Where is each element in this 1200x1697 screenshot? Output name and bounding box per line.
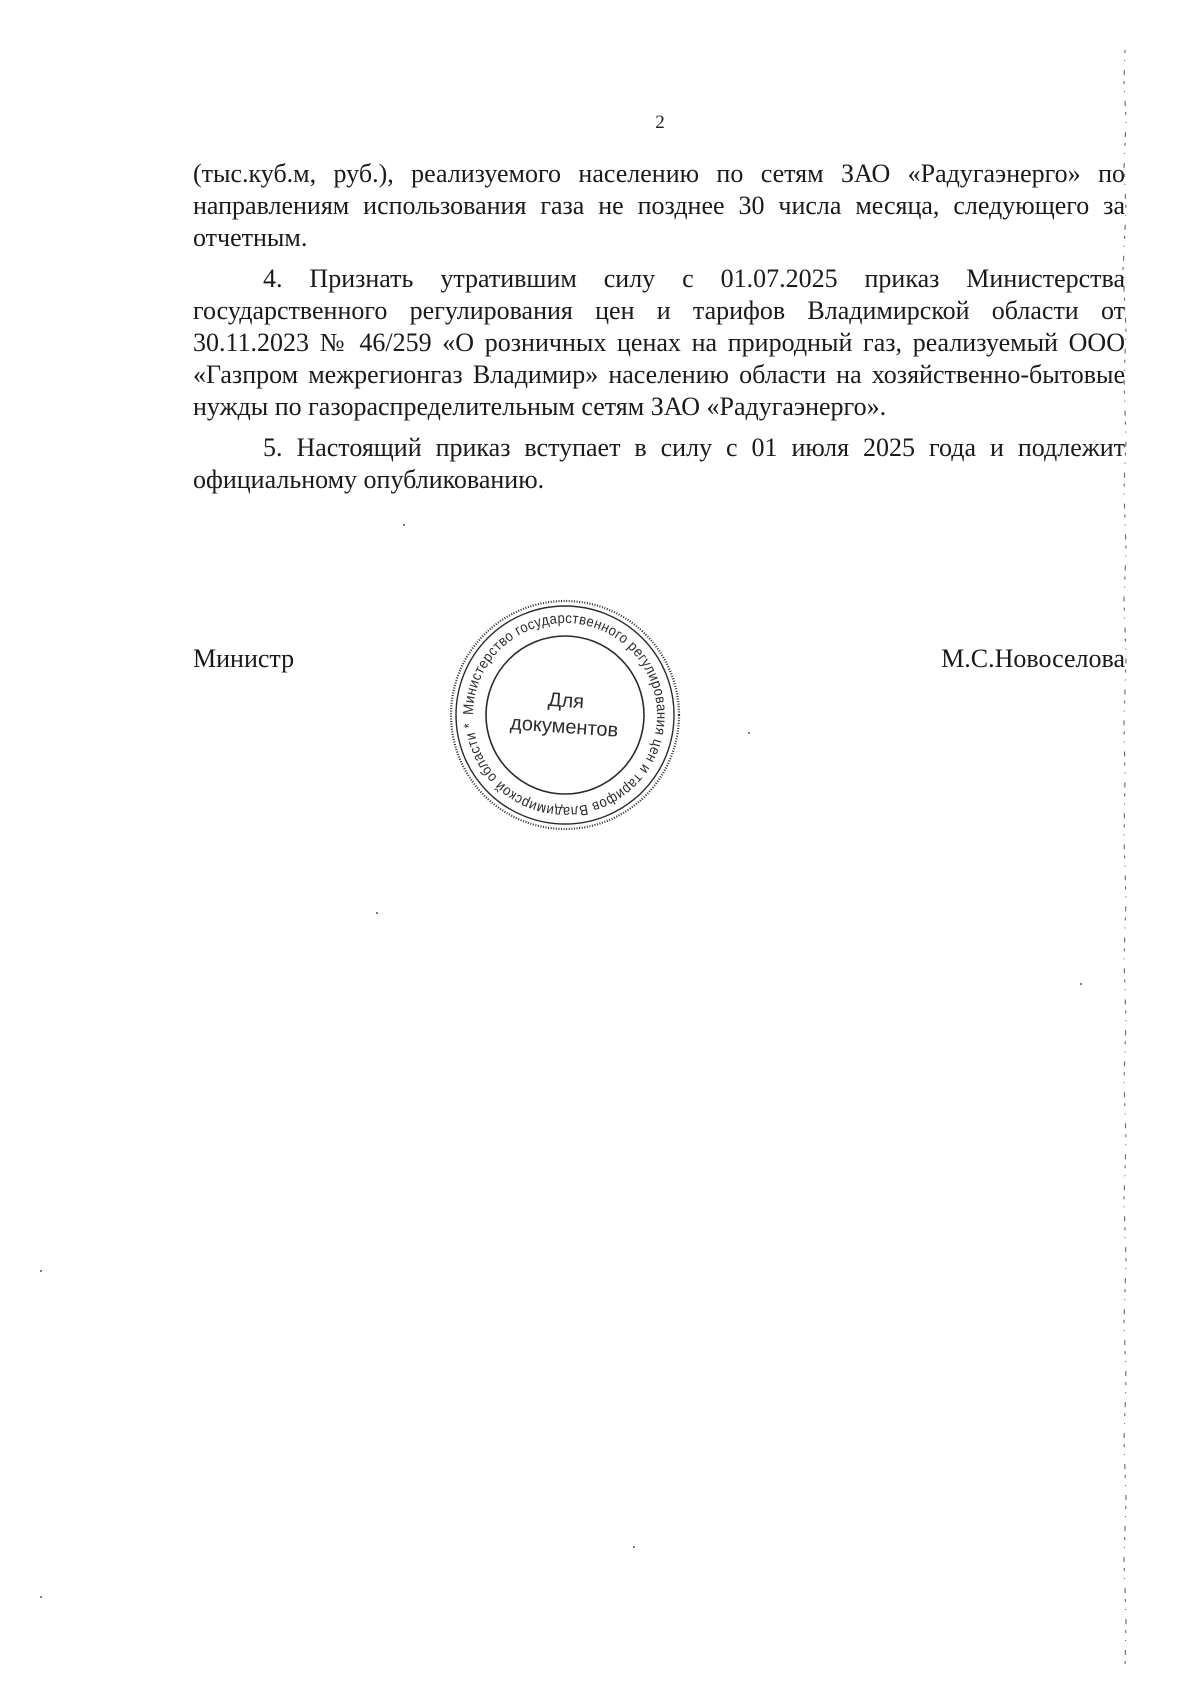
scan-speck bbox=[748, 732, 750, 734]
stamp-center-line-2: документов bbox=[509, 712, 619, 742]
scan-speck bbox=[403, 524, 405, 526]
stamp-inner-ring bbox=[486, 636, 644, 794]
scan-speck bbox=[40, 1270, 42, 1272]
scan-edge-artifact bbox=[1118, 40, 1132, 1680]
stamp-ring-text: Министерство государственного регулирования цен и тарифов Владимирской области * bbox=[460, 610, 670, 820]
signatory-title: Министр bbox=[193, 644, 295, 673]
stamp-center-line-1: Для bbox=[547, 688, 585, 714]
page-number: 2 bbox=[655, 112, 665, 133]
paragraph-continuation: (тыс.куб.м, руб.), реализуемого населению по сетям ЗАО «Радугаэнерго» по направлениям использования газа не позднее 30 числа месяца, следующего за отчетным. bbox=[193, 159, 1125, 252]
scan-speck bbox=[1080, 983, 1082, 985]
scan-speck bbox=[633, 1546, 635, 1548]
signatory-name: М.С.Новоселова bbox=[941, 644, 1125, 673]
stamp-second-ring bbox=[456, 606, 674, 824]
scan-speck bbox=[40, 1596, 42, 1598]
paragraph-item-4: 4. Признать утратившим силу с 01.07.2025 приказ Министерства государственного регулирования цен и тарифов Владимирской области от 30.11.2023 № 46/259 «О розничных ценах на природный газ, реализуемый ООО «Газпром межрегионгаз Владимир» населению области на хозяйственно-бытовые нужды по газораспределительным сетям ЗАО «Радугаэнерго». bbox=[193, 264, 1125, 421]
scan-speck bbox=[376, 912, 378, 914]
document-body bbox=[193, 158, 1125, 505]
paragraph-item-5: 5. Настоящий приказ вступает в силу с 01 июля 2025 года и подлежит официальному опубликованию. bbox=[193, 433, 1125, 494]
official-stamp bbox=[445, 595, 685, 835]
